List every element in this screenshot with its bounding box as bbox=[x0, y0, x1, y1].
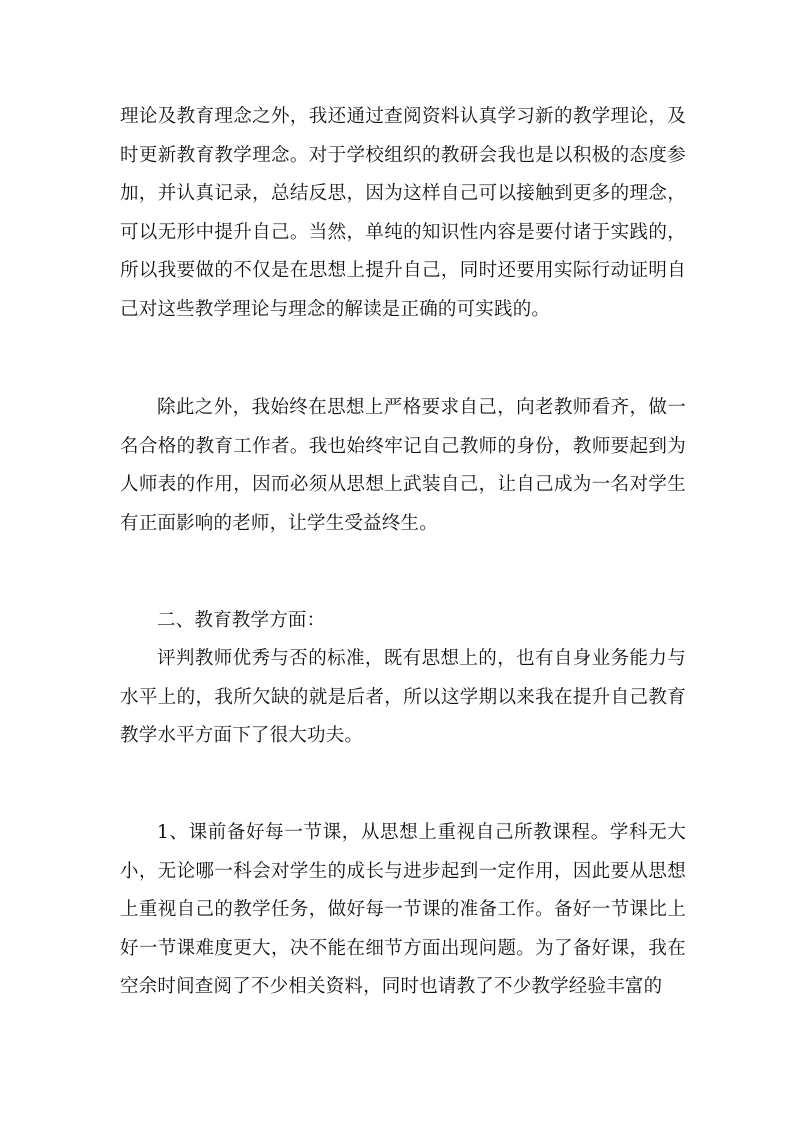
paragraph-self-discipline: 除此之外，我始终在思想上严格要求自己，向老教师看齐，做一名合格的教育工作者。我也始终牢记自己教师的身份，教师要起到为人师表的作用，因而必须从思想上武装自己，让自己成为一名对学生有正面影响的老师，让学生受益终生。 bbox=[120, 397, 686, 534]
paragraph-lesson-preparation: 1、课前备好每一节课，从思想上重视自己所教课程。学科无大小，无论哪一科会对学生的成长与进步起到一定作用，因此要从思想上重视自己的教学任务，做好每一节课的准备工作。备好一节课比上好一节课难度更大，决不能在细节方面出现问题。为了备好课，我在空余时间查阅了不少相关资料，同时也请教了不少教学经验丰富的 bbox=[120, 822, 686, 998]
section-heading-teaching: 二、教育教学方面： bbox=[157, 610, 326, 631]
paragraph-evaluation-standard: 评判教师优秀与否的标准，既有思想上的，也有自身业务能力与水平上的，我所欠缺的就是后者，所以这学期以来我在提升自己教育教学水平方面下了很大功夫。 bbox=[120, 648, 686, 747]
paragraph-continuation: 理论及教育理念之外，我还通过查阅资料认真学习新的教学理论，及时更新教育教学理念。对于学校组织的教研会我也是以积极的态度参加，并认真记录，总结反思，因为这样自己可以接触到更多的理念，可以无形中提升自己。当然，单纯的知识性内容是要付诸于实践的，所以我要做的不仅是在思想上提升自己，同时还要用实际行动证明自己对这些教学理论与理念的解读是正确的可实践的。 bbox=[120, 106, 686, 320]
